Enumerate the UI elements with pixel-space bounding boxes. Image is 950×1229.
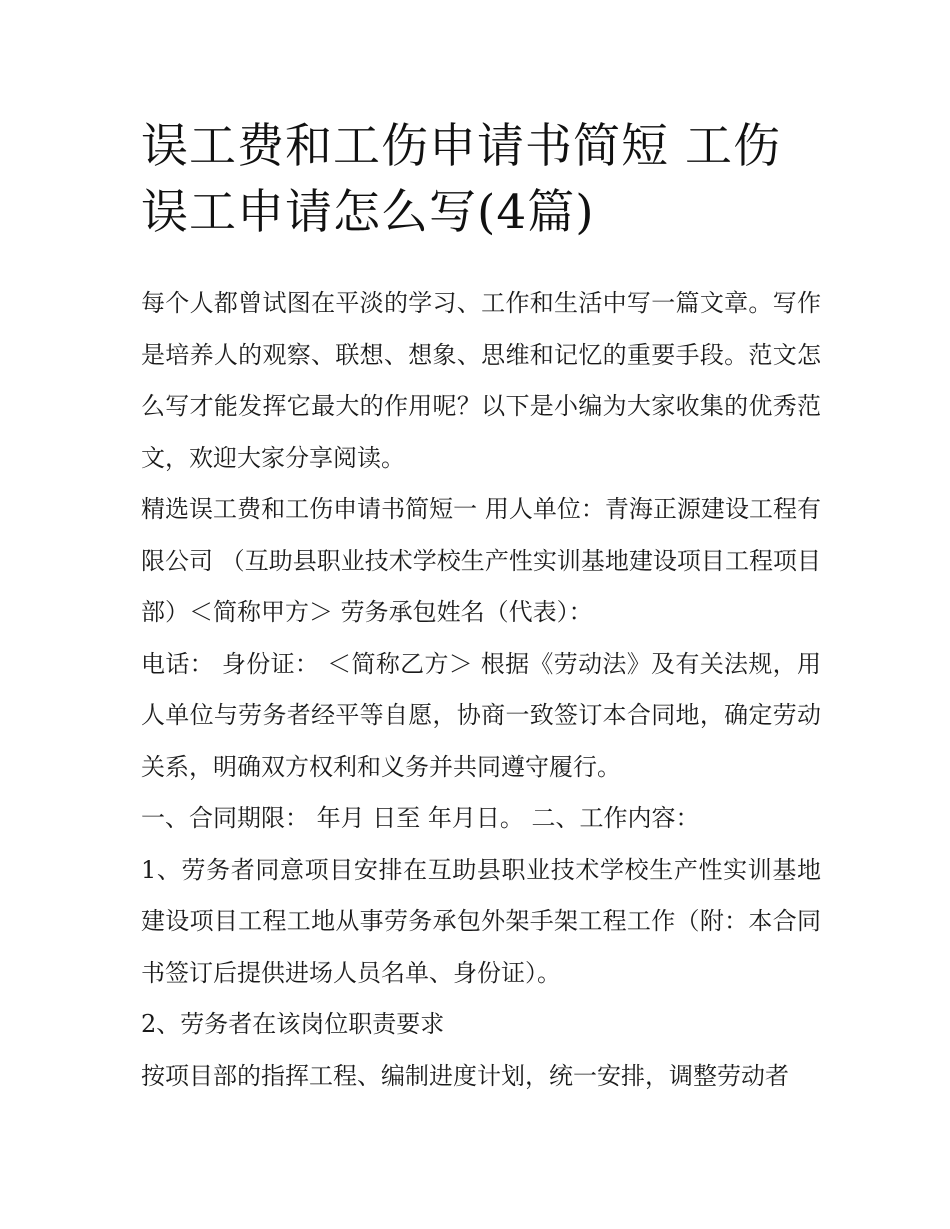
paragraph-employer: 精选误工费和工伤申请书简短一 用人单位：青海正源建设工程有限公司 （互助县职业技术学校生产性实训基地建设项目工程项目部）＜简称甲方＞ 劳务承包姓名（代表）： [141,495,821,626]
paragraph-clause-2: 2、劳务者在该岗位职责要求 [141,1010,445,1038]
document-title: 误工费和工伤申请书简短 工伤误工申请怎么写(4篇) [141,119,781,240]
paragraph-contract-basis: 电话： 身份证： ＜简称乙方＞ 根据《劳动法》及有关法规，用人单位与劳务者经平等自愿，协商一致签订本合同地，确定劳动关系，明确双方权利和义务并共同遵守履行。 [141,649,821,781]
paragraph-contract-term: 一、合同期限： 年月 日至 年月日。 二、工作内容： [141,804,700,832]
paragraph-clause-2-detail: 按项目部的指挥工程、编制进度计划，统一安排，调整劳动者 [141,1061,789,1090]
paragraph-clause-1: 1、劳务者同意项目安排在互助县职业技术学校生产性实训基地建设项目工程工地从事劳务承包外架手架工程工作（附：本合同书签订后提供进场人员名单、身份证）。 [141,855,821,987]
document-body [141,278,821,1102]
paragraph-intro: 每个人都曾试图在平淡的学习、工作和生活中写一篇文章。写作是培养人的观察、联想、想象、思维和记忆的重要手段。范文怎么写才能发挥它最大的作用呢？以下是小编为大家收集的优秀范文，欢迎大家分享阅读。 [141,289,821,472]
